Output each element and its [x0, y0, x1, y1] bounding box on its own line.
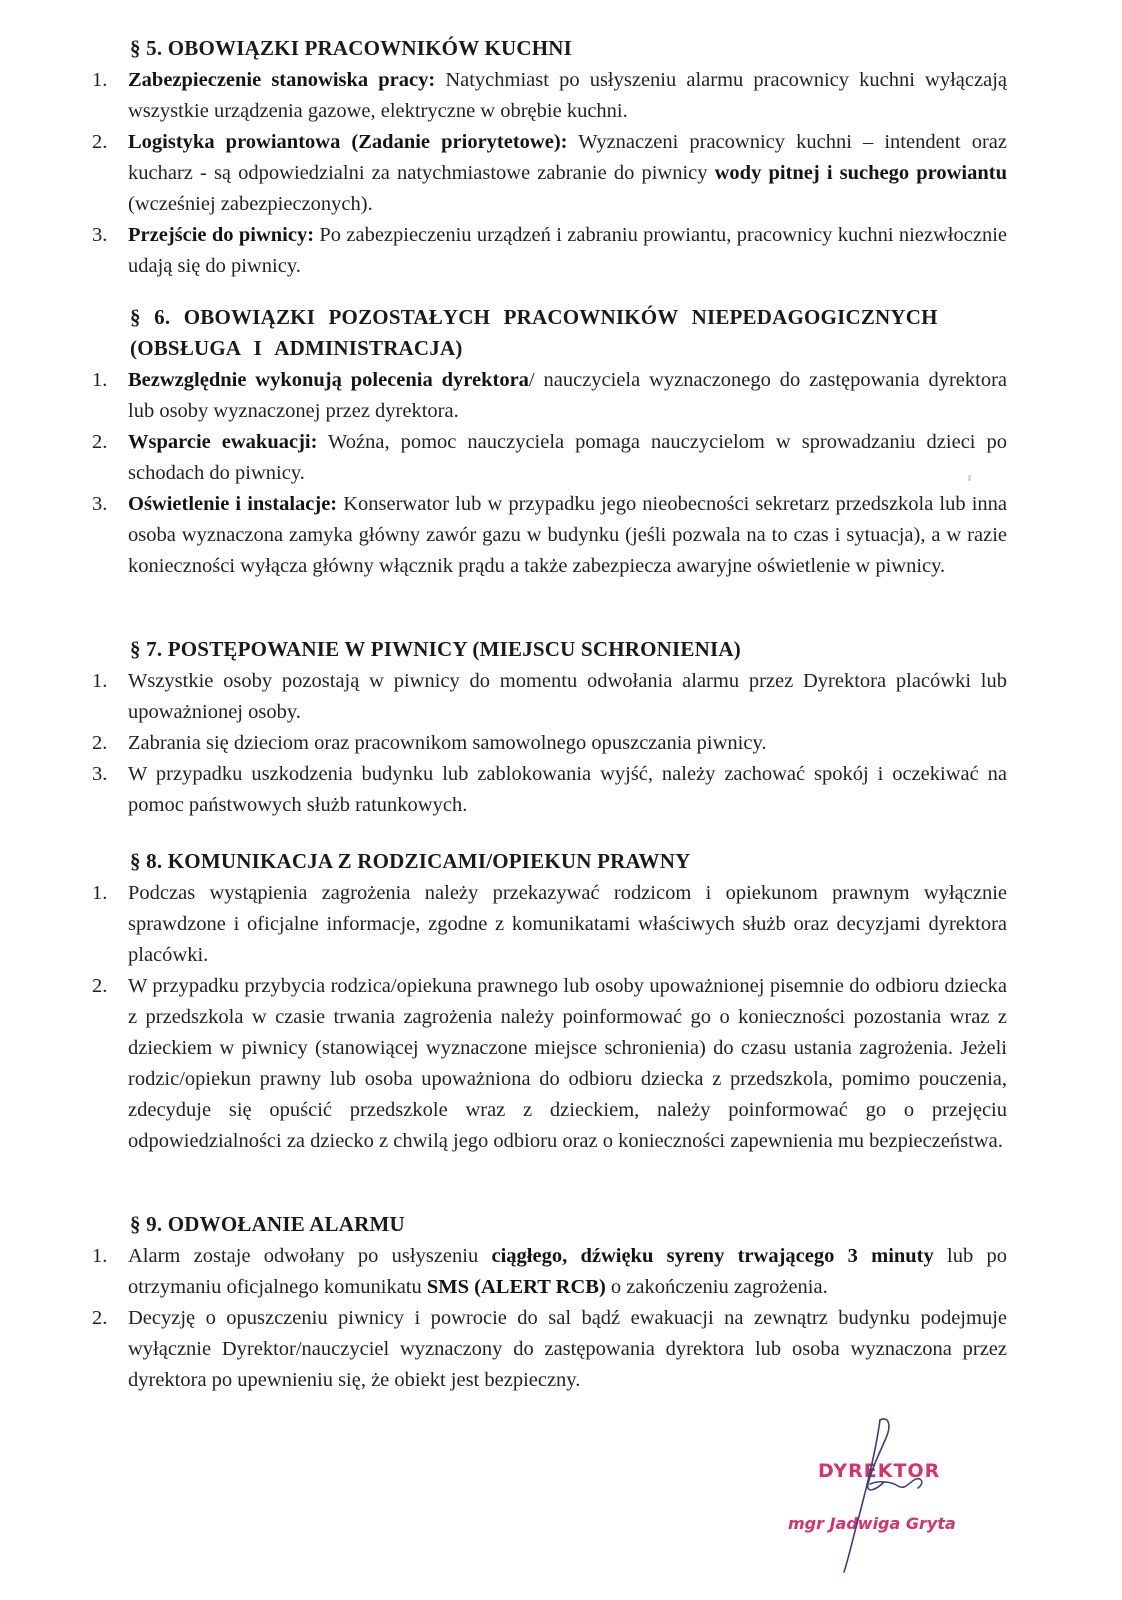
section-8-list: [0, 878, 1122, 1157]
item-number: 1.: [92, 1245, 108, 1267]
list-item: [0, 759, 1007, 821]
item-number: 3.: [92, 224, 108, 246]
section-heading: § 8. KOMUNIKACJA Z RODZICAMI/OPIEKUN PRAWNY: [130, 849, 691, 873]
item-text: W przypadku przybycia rodzica/opiekuna prawnego lub osoby upoważnionej pisemnie do odbioru dziecka z przedszkola w czasie trwania zagrożenia należy poinformować go o konieczności pozostania wraz z dzieckiem w piwnicy (stanowiącej wyznaczone miejsce schronienia) do czasu ustania zagrożenia. Jeżeli rodzic/opiekun prawny lub osoba upoważniona do odbioru dziecka z przedszkola, pomimo pouczenia, zdecyduje się opuścić przedszkole wraz z dzieckiem, należy poinformować go o przejęciu odpowiedzialności za dziecko z chwilą jego odbioru oraz o konieczności zapewnienia mu bezpieczeństwa.: [128, 975, 1007, 1152]
list-item: [0, 127, 1007, 220]
list-item: [0, 1241, 1007, 1303]
director-stamp: [780, 1410, 980, 1580]
item-text: (wcześniej zabezpieczonych).: [128, 193, 373, 215]
item-number: 3.: [92, 763, 108, 785]
item-number: 2.: [92, 1307, 108, 1329]
list-item: [0, 427, 1007, 489]
section-6-list: [0, 365, 1122, 582]
item-bold-inline: SMS (ALERT RCB): [426, 1276, 606, 1298]
item-bold-lead: Przejście do piwnicy:: [128, 224, 315, 246]
item-number: 2.: [92, 732, 108, 754]
item-text: / nauczyciela wyznaczonego do zastępowania dyrektora lub osoby wyznaczonej przez dyrektora.: [128, 369, 1007, 422]
item-text: W przypadku uszkodzenia budynku lub zablokowania wyjść, należy zachować spokój i oczekiwać na pomoc państwowych służb ratunkowych.: [128, 763, 1007, 816]
item-number: 2.: [92, 975, 108, 997]
item-text: Wyznaczeni pracownicy kuchni – intendent oraz kucharz - są odpowiedzialni za natychmiastowe zabranie do piwnicy: [128, 131, 1007, 184]
section-9-list: [0, 1241, 1122, 1396]
item-bold-inline: ciągłego, dźwięku syreny trwającego 3 minuty: [491, 1245, 934, 1267]
item-number: 2.: [92, 431, 108, 453]
section-heading: § 5. OBOWIĄZKI PRACOWNIKÓW KUCHNI: [130, 36, 573, 60]
list-item: [0, 1303, 1007, 1396]
section-7-list: [0, 666, 1122, 821]
list-item: [0, 878, 1007, 971]
stamp-title: DYREKTOR: [818, 1460, 941, 1482]
scan-speck: [968, 475, 971, 481]
list-item: [0, 489, 1007, 582]
item-bold-inline: wody pitnej i suchego prowiantu: [714, 162, 1007, 184]
list-item: [0, 728, 1007, 759]
list-item: [0, 65, 1007, 127]
item-text: Wszystkie osoby pozostają w piwnicy do momentu odwołania alarmu przez Dyrektora placówki lub upoważnionej osoby.: [128, 670, 1007, 723]
item-bold-lead: Zabezpieczenie stanowiska pracy:: [128, 69, 436, 91]
item-number: 1.: [92, 670, 108, 692]
section-heading: § 6. OBOWIĄZKI POZOSTAŁYCH PRACOWNIKÓW NIEPEDAGOGICZNYCH (OBSŁUGA I ADMINISTRACJA): [130, 305, 938, 360]
item-bold-lead: Bezwzględnie wykonują polecenia dyrektora: [128, 369, 529, 391]
list-item: [0, 666, 1007, 728]
item-number: 1.: [92, 882, 108, 904]
item-text: Decyzję o opuszczeniu piwnicy i powrocie do sal bądź ewakuacji na zewnątrz budynku podejmuje wyłącznie Dyrektor/nauczyciel wyznaczony do zastępowania dyrektora lub osoba wyznaczona przez dyrektora po upewnieniu się, że obiekt jest bezpieczny.: [128, 1307, 1007, 1391]
item-text: Woźna, pomoc nauczyciela pomaga nauczycielom w sprowadzaniu dzieci po schodach do piwnicy.: [128, 431, 1007, 484]
item-text: Konserwator lub w przypadku jego nieobecności sekretarz przedszkola lub inna osoba wyznaczona zamyka główny zawór gazu w budynku (jeśli pozwala na to czas i sytuacja), a w razie konieczności wyłącza główny włącznik prądu a także zabezpiecza awaryjne oświetlenie w piwnicy.: [128, 493, 1007, 577]
list-item: [0, 365, 1007, 427]
list-item: [0, 220, 1007, 282]
item-text: o zakończeniu zagrożenia.: [605, 1276, 828, 1298]
handwritten-signature: [780, 1410, 980, 1580]
section-heading: § 9. ODWOŁANIE ALARMU: [130, 1212, 405, 1236]
section-heading: § 7. POSTĘPOWANIE W PIWNICY (MIEJSCU SCHRONIENIA): [130, 637, 741, 661]
item-text: lub po otrzymaniu oficjalnego komunikatu: [128, 1245, 1007, 1298]
item-number: 1.: [92, 69, 108, 91]
item-text: Po zabezpieczeniu urządzeń i zabraniu prowiantu, pracownicy kuchni niezwłocznie udają się do piwnicy.: [128, 224, 1007, 277]
item-text: Alarm zostaje odwołany po usłyszeniu: [128, 1245, 492, 1267]
item-bold-lead: Oświetlenie i instalacje:: [128, 493, 338, 515]
item-number: 3.: [92, 493, 108, 515]
item-number: 1.: [92, 369, 108, 391]
section-5-list: [0, 65, 1122, 282]
item-bold-lead: Logistyka prowiantowa (Zadanie priorytetowe):: [128, 131, 568, 153]
item-number: 2.: [92, 131, 108, 153]
item-text: Podczas wystąpienia zagrożenia należy przekazywać rodzicom i opiekunom prawnym wyłącznie sprawdzone i oficjalne informacje, zgodne z komunikatami właściwych służb oraz decyzjami dyrektora placówki.: [128, 882, 1007, 966]
item-text: Zabrania się dzieciom oraz pracownikom samowolnego opuszczania piwnicy.: [128, 732, 767, 754]
item-text: Natychmiast po usłyszeniu alarmu pracownicy kuchni wyłączają wszystkie urządzenia gazowe, elektryczne w obrębie kuchni.: [128, 69, 1007, 122]
stamp-name: mgr Jadwiga Gryta: [788, 1514, 956, 1533]
item-bold-lead: Wsparcie ewakuacji:: [128, 431, 318, 453]
list-item: [0, 971, 1007, 1157]
